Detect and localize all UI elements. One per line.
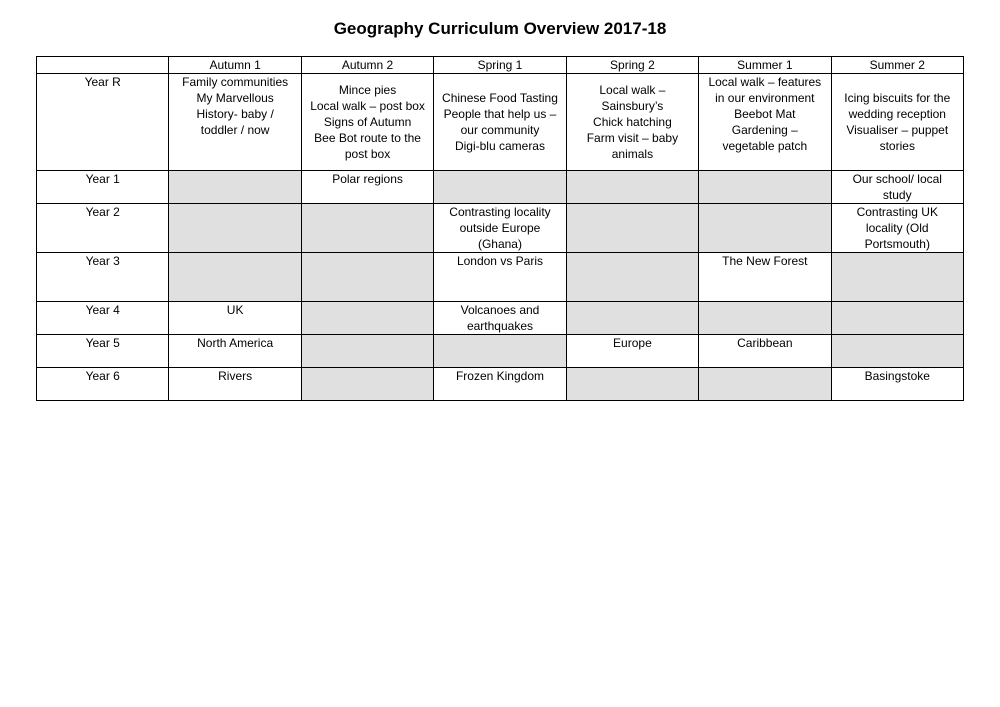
cell-text: Our school/ local [852, 172, 942, 186]
empty-cell [566, 204, 698, 253]
cell-text: Local walk – [599, 83, 666, 97]
table-cell [699, 335, 831, 368]
cell-text: London vs Paris [456, 254, 543, 268]
empty-cell [699, 368, 831, 401]
cell-text: Gardening – [731, 123, 798, 137]
table-cell [566, 335, 698, 368]
empty-cell [831, 253, 963, 302]
cell-text: outside Europe [459, 221, 541, 235]
table-cell [699, 74, 831, 171]
cell-text: vegetable patch [722, 139, 808, 153]
empty-cell [566, 368, 698, 401]
empty-cell [434, 171, 566, 204]
cell-text: Basingstoke [864, 369, 930, 383]
cell-text: Chick hatching [593, 115, 672, 129]
table-cell [434, 74, 566, 171]
cell-text: animals [611, 147, 654, 161]
year-label: Year 4 [37, 302, 169, 335]
cell-text: UK [226, 303, 244, 317]
cell-text: locality (Old [865, 221, 929, 235]
cell-text: study [882, 188, 912, 202]
cell-text: Portsmouth) [864, 237, 930, 251]
cell-text: Volcanoes and [460, 303, 540, 317]
cell-text: Local walk – post box [310, 99, 425, 113]
cell-text: Bee Bot route to the [314, 131, 421, 145]
cell-text: Caribbean [737, 336, 793, 350]
cell-text: Visualiser – puppet [846, 123, 949, 137]
empty-cell [169, 204, 301, 253]
table-cell [831, 74, 963, 171]
cell-text: Contrasting UK [856, 205, 938, 219]
page-title: Geography Curriculum Overview 2017-18 [333, 19, 667, 38]
cell-text: North America [197, 336, 274, 350]
empty-cell [566, 253, 698, 302]
table-cell [566, 74, 698, 171]
cell-text: Sainsbury’s [601, 99, 664, 113]
header-spring-2: Spring 2 [566, 57, 698, 74]
table-cell [434, 253, 566, 302]
year-label: Year 5 [37, 335, 169, 368]
table-cell [699, 253, 831, 302]
header-corner-cell [37, 57, 169, 74]
table-cell [169, 368, 301, 401]
table-cell [169, 74, 301, 171]
table-row [37, 74, 964, 171]
cell-text: Digi-blu cameras [454, 139, 545, 153]
empty-cell [434, 335, 566, 368]
cell-text: Mince pies [338, 83, 397, 97]
table-cell [169, 302, 301, 335]
cell-text: wedding reception [848, 107, 946, 121]
empty-cell [169, 171, 301, 204]
header-spring-1: Spring 1 [434, 57, 566, 74]
table-cell [434, 204, 566, 253]
year-label: Year 1 [37, 171, 169, 204]
header-autumn-1: Autumn 1 [169, 57, 301, 74]
cell-text: Contrasting locality [449, 205, 551, 219]
cell-text: People that help us – [443, 107, 557, 121]
empty-cell [301, 253, 433, 302]
cell-text: (Ghana) [477, 237, 522, 251]
empty-cell [566, 171, 698, 204]
cell-text: Icing biscuits for the [844, 91, 951, 105]
cell-text: My Marvellous [196, 91, 274, 105]
empty-cell [301, 204, 433, 253]
table-row [37, 171, 964, 204]
table-cell [169, 335, 301, 368]
cell-text: Frozen Kingdom [455, 369, 544, 383]
empty-cell [566, 302, 698, 335]
cell-text: Rivers [218, 369, 253, 383]
table-row [37, 253, 964, 302]
empty-cell [699, 171, 831, 204]
year-label: Year 6 [37, 368, 169, 401]
year-label: Year 2 [37, 204, 169, 253]
cell-text: stories [879, 139, 915, 153]
empty-cell [831, 302, 963, 335]
empty-cell [831, 335, 963, 368]
cell-text: our community [460, 123, 540, 137]
cell-text: Signs of Autumn [323, 115, 412, 129]
header-summer-1: Summer 1 [699, 57, 831, 74]
cell-text: Chinese Food Tasting [442, 91, 558, 105]
empty-cell [301, 302, 433, 335]
table-row [37, 302, 964, 335]
cell-text: in our environment [715, 91, 815, 105]
cell-text: earthquakes [466, 319, 533, 333]
table-row [37, 368, 964, 401]
cell-text: Europe [613, 336, 652, 350]
cell-text: Farm visit – baby [586, 131, 679, 145]
empty-cell [301, 335, 433, 368]
table-cell [434, 368, 566, 401]
cell-text: The New Forest [722, 254, 808, 268]
table-cell [301, 74, 433, 171]
header-summer-2: Summer 2 [831, 57, 963, 74]
empty-cell [699, 302, 831, 335]
empty-cell [169, 253, 301, 302]
table-cell [301, 171, 433, 204]
year-label: Year 3 [37, 253, 169, 302]
table-cell [831, 171, 963, 204]
curriculum-table [36, 56, 964, 401]
cell-text: Family communities [182, 75, 289, 89]
cell-text: toddler / now [200, 123, 270, 137]
empty-cell [301, 368, 433, 401]
cell-text: Local walk – features [708, 75, 822, 89]
cell-text: Beebot Mat [734, 107, 796, 121]
year-label: Year R [37, 74, 169, 171]
table-row [37, 204, 964, 253]
table-cell [434, 302, 566, 335]
table-row [37, 335, 964, 368]
empty-cell [699, 204, 831, 253]
table-cell [831, 204, 963, 253]
cell-text: History- baby / [196, 107, 274, 121]
header-row [37, 57, 964, 74]
table-cell [831, 368, 963, 401]
header-autumn-2: Autumn 2 [301, 57, 433, 74]
cell-text: Polar regions [332, 172, 403, 186]
cell-text: post box [344, 147, 391, 161]
